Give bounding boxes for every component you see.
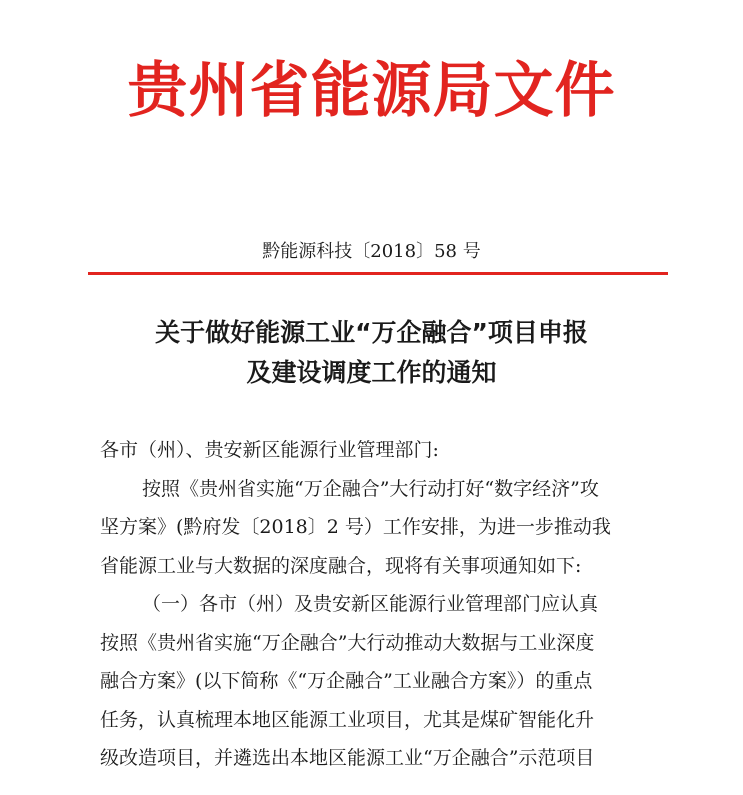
body-line: 任务，认真梳理本地区能源工业项目，尤其是煤矿智能化升	[100, 708, 595, 731]
notice-title-line-1: 关于做好能源工业“万企融合”项目申报	[155, 318, 588, 347]
body-line: 坚方案》(黔府发〔2018〕2 号）工作安排，为进一步推动我	[100, 516, 611, 538]
salutation-line: 各市（州）、贵安新区能源行业管理部门:	[100, 439, 439, 461]
body-line: 按照《贵州省实施“万企融合”大行动推动大数据与工业深度	[100, 631, 595, 654]
body-line: （一）各市（州）及贵安新区能源行业管理部门应认真	[142, 593, 599, 615]
notice-title	[0, 313, 743, 393]
red-divider-rule	[88, 272, 668, 275]
body-line: 融合方案》(以下简称《“万企融合”工业融合方案》）的重点	[100, 670, 593, 692]
document-header-title: 贵州省能源局文件	[127, 56, 616, 126]
body-line: 按照《贵州省实施“万企融合”大行动打好“数字经济”攻	[142, 477, 599, 500]
body-line: 省能源工业与大数据的深度融合，现将有关事项通知如下:	[100, 554, 582, 577]
notice-title-line-2: 及建设调度工作的通知	[246, 358, 497, 387]
notice-body	[100, 438, 680, 785]
document-number: 黔能源科技〔2018〕58 号	[262, 241, 481, 262]
body-line: 级改造项目，并遴选出本地区能源工业“万企融合”示范项目	[100, 747, 595, 769]
